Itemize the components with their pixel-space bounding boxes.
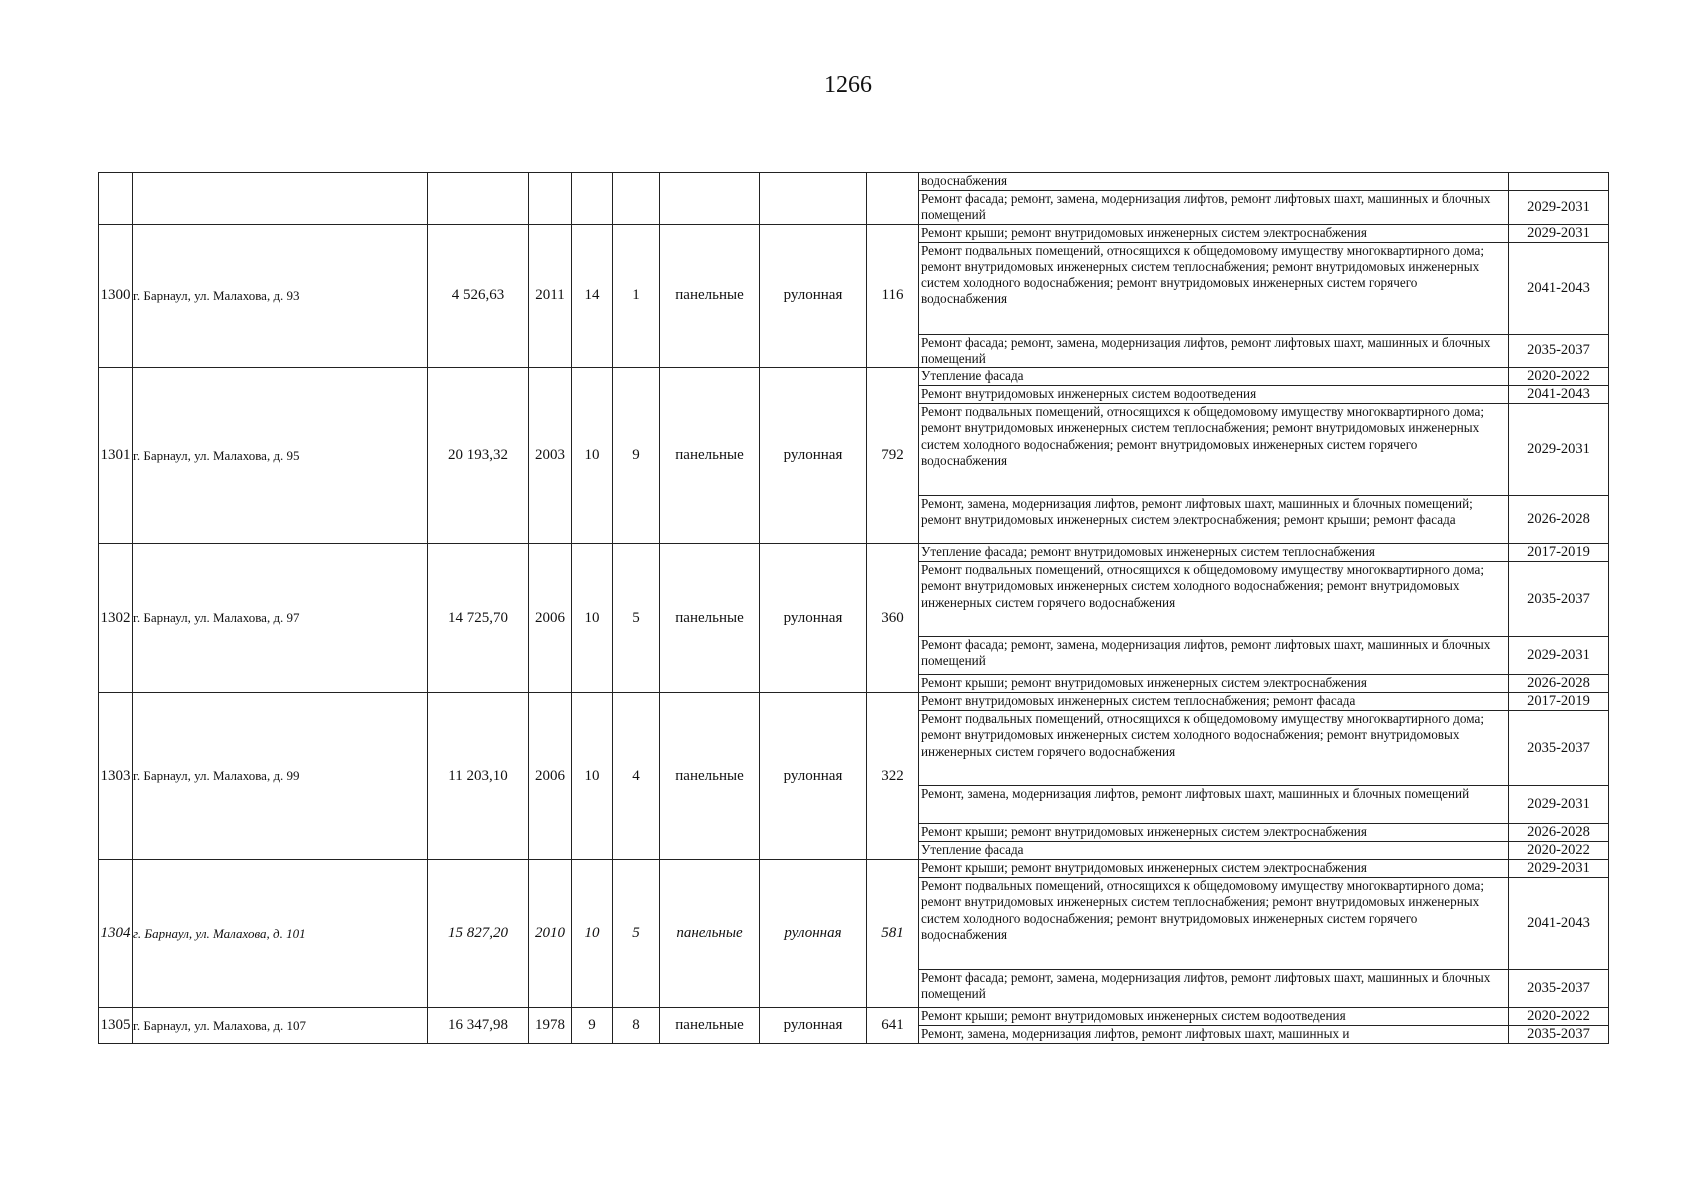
- cell-work-period: 2035-2037: [1509, 1026, 1609, 1044]
- cell-work-period: 2035-2037: [1509, 711, 1609, 786]
- cell-work-period: 2017-2019: [1509, 693, 1609, 711]
- cell-work-description: Ремонт подвальных помещений, относящихся к общедомовому имуществу многоквартирного дома; ремонт внутридомовых инженерных систем теплоснабжения; ремонт внутридомовых инженерных систем холодного водоснабжения; ремонт внутридомовых инженерных систем горячего водоснабжения: [919, 404, 1509, 496]
- cell-address: г. Барнаул, ул. Малахова, д. 93: [133, 224, 428, 368]
- cell-work-description: Ремонт, замена, модернизация лифтов, ремонт лифтовых шахт, машинных и: [919, 1026, 1509, 1044]
- cell-residents: 641: [867, 1008, 919, 1044]
- cell-address: г. Барнаул, ул. Малахова, д. 107: [133, 1008, 428, 1044]
- cell-area: 11 203,10: [428, 693, 529, 860]
- cell-work-description: Ремонт подвальных помещений, относящихся к общедомовому имуществу многоквартирного дома; ремонт внутридомовых инженерных систем холодного водоснабжения; ремонт внутридомовых инженерных систем горячего водоснабжения: [919, 562, 1509, 637]
- cell-area: 14 725,70: [428, 544, 529, 693]
- cell-year-built: 1978: [529, 1008, 572, 1044]
- cell-work-description: Ремонт крыши; ремонт внутридомовых инженерных систем водоотведения: [919, 1008, 1509, 1026]
- cell-floors: 14: [572, 224, 613, 368]
- cell-entrances: 9: [613, 368, 660, 544]
- cell-work-description: Ремонт, замена, модернизация лифтов, ремонт лифтовых шахт, машинных и блочных помещений; ремонт внутридомовых инженерных систем электроснабжения; ремонт крыши; ремонт фасада: [919, 496, 1509, 544]
- cell-wall-material: панельные: [660, 693, 760, 860]
- cell-roof-type: рулонная: [760, 544, 867, 693]
- cell-work-period: 2041-2043: [1509, 386, 1609, 404]
- cell-entrances: 4: [613, 693, 660, 860]
- cell-roof-type: рулонная: [760, 368, 867, 544]
- cell-year-built: 2006: [529, 693, 572, 860]
- cell-work-description: Ремонт крыши; ремонт внутридомовых инженерных систем электроснабжения: [919, 860, 1509, 878]
- repair-schedule-table: [98, 172, 1609, 1044]
- cell-residents: 581: [867, 860, 919, 1008]
- cell-year-built: 2003: [529, 368, 572, 544]
- cell-residents: 360: [867, 544, 919, 693]
- cell-work-period: [1509, 173, 1609, 191]
- cell-work-period: 2029-2031: [1509, 637, 1609, 675]
- cell-roof-type: рулонная: [760, 860, 867, 1008]
- cell-work-description: водоснабжения: [919, 173, 1509, 191]
- cell-area: 16 347,98: [428, 1008, 529, 1044]
- cell-row-number: 1301: [99, 368, 133, 544]
- cell-work-period: 2026-2028: [1509, 496, 1609, 544]
- cell-work-period: 2029-2031: [1509, 224, 1609, 242]
- cell-year-built: [529, 173, 572, 225]
- cell-floors: 10: [572, 544, 613, 693]
- cell-work-period: 2017-2019: [1509, 544, 1609, 562]
- cell-work-period: 2029-2031: [1509, 404, 1609, 496]
- cell-floors: 10: [572, 860, 613, 1008]
- cell-residents: 116: [867, 224, 919, 368]
- cell-wall-material: панельные: [660, 544, 760, 693]
- cell-work-description: Утепление фасада: [919, 368, 1509, 386]
- cell-roof-type: рулонная: [760, 1008, 867, 1044]
- cell-work-period: 2035-2037: [1509, 562, 1609, 637]
- cell-work-description: Ремонт подвальных помещений, относящихся к общедомовому имуществу многоквартирного дома; ремонт внутридомовых инженерных систем холодного водоснабжения; ремонт внутридомовых инженерных систем горячего водоснабжения: [919, 711, 1509, 786]
- cell-work-period: 2020-2022: [1509, 1008, 1609, 1026]
- cell-area: [428, 173, 529, 225]
- table-row: [99, 224, 1609, 242]
- cell-row-number: 1300: [99, 224, 133, 368]
- cell-work-period: 2029-2031: [1509, 860, 1609, 878]
- cell-address: [133, 173, 428, 225]
- cell-address: г. Барнаул, ул. Малахова, д. 97: [133, 544, 428, 693]
- cell-year-built: 2011: [529, 224, 572, 368]
- cell-work-description: Ремонт внутридомовых инженерных систем теплоснабжения; ремонт фасада: [919, 693, 1509, 711]
- cell-work-description: Ремонт крыши; ремонт внутридомовых инженерных систем электроснабжения: [919, 675, 1509, 693]
- page-number: 1266: [824, 72, 872, 98]
- table-row: [99, 544, 1609, 562]
- cell-work-period: 2026-2028: [1509, 675, 1609, 693]
- cell-row-number: [99, 173, 133, 225]
- cell-work-description: Ремонт, замена, модернизация лифтов, ремонт лифтовых шахт, машинных и блочных помещений: [919, 786, 1509, 824]
- cell-address: г. Барнаул, ул. Малахова, д. 95: [133, 368, 428, 544]
- cell-address: г. Барнаул, ул. Малахова, д. 99: [133, 693, 428, 860]
- cell-row-number: 1302: [99, 544, 133, 693]
- cell-residents: 792: [867, 368, 919, 544]
- cell-area: 20 193,32: [428, 368, 529, 544]
- cell-roof-type: рулонная: [760, 693, 867, 860]
- table-row: [99, 1008, 1609, 1026]
- cell-work-description: Ремонт крыши; ремонт внутридомовых инженерных систем электроснабжения: [919, 824, 1509, 842]
- cell-work-description: Ремонт крыши; ремонт внутридомовых инженерных систем электроснабжения: [919, 224, 1509, 242]
- cell-entrances: 8: [613, 1008, 660, 1044]
- cell-row-number: 1304: [99, 860, 133, 1008]
- cell-year-built: 2010: [529, 860, 572, 1008]
- cell-entrances: 1: [613, 224, 660, 368]
- cell-area: 15 827,20: [428, 860, 529, 1008]
- cell-roof-type: рулонная: [760, 224, 867, 368]
- table-row: [99, 860, 1609, 878]
- cell-work-description: Ремонт внутридомовых инженерных систем водоотведения: [919, 386, 1509, 404]
- cell-residents: 322: [867, 693, 919, 860]
- cell-work-period: 2035-2037: [1509, 334, 1609, 368]
- cell-work-period: 2035-2037: [1509, 970, 1609, 1008]
- cell-work-description: Утепление фасада; ремонт внутридомовых инженерных систем теплоснабжения: [919, 544, 1509, 562]
- cell-work-period: 2041-2043: [1509, 242, 1609, 334]
- cell-work-period: 2041-2043: [1509, 878, 1609, 970]
- cell-roof-type: [760, 173, 867, 225]
- cell-entrances: 5: [613, 544, 660, 693]
- cell-wall-material: панельные: [660, 368, 760, 544]
- cell-wall-material: [660, 173, 760, 225]
- cell-address: г. Барнаул, ул. Малахова, д. 101: [133, 860, 428, 1008]
- cell-work-description: Ремонт фасада; ремонт, замена, модернизация лифтов, ремонт лифтовых шахт, машинных и блочных помещений: [919, 970, 1509, 1008]
- cell-floors: 10: [572, 693, 613, 860]
- cell-work-description: Ремонт фасада; ремонт, замена, модернизация лифтов, ремонт лифтовых шахт, машинных и блочных помещений: [919, 191, 1509, 225]
- cell-floors: 9: [572, 1008, 613, 1044]
- cell-row-number: 1305: [99, 1008, 133, 1044]
- cell-row-number: 1303: [99, 693, 133, 860]
- cell-work-period: 2020-2022: [1509, 842, 1609, 860]
- cell-work-period: 2020-2022: [1509, 368, 1609, 386]
- cell-work-description: Утепление фасада: [919, 842, 1509, 860]
- cell-residents: [867, 173, 919, 225]
- table-row: [99, 368, 1609, 386]
- cell-year-built: 2006: [529, 544, 572, 693]
- cell-work-description: Ремонт подвальных помещений, относящихся к общедомовому имуществу многоквартирного дома; ремонт внутридомовых инженерных систем теплоснабжения; ремонт внутридомовых инженерных систем холодного водоснабжения; ремонт внутридомовых инженерных систем горячего водоснабжения: [919, 242, 1509, 334]
- cell-floors: [572, 173, 613, 225]
- cell-area: 4 526,63: [428, 224, 529, 368]
- cell-work-period: 2026-2028: [1509, 824, 1609, 842]
- cell-work-description: Ремонт подвальных помещений, относящихся к общедомовому имуществу многоквартирного дома; ремонт внутридомовых инженерных систем теплоснабжения; ремонт внутридомовых инженерных систем холодного водоснабжения; ремонт внутридомовых инженерных систем горячего водоснабжения: [919, 878, 1509, 970]
- table-row: [99, 173, 1609, 191]
- cell-work-description: Ремонт фасада; ремонт, замена, модернизация лифтов, ремонт лифтовых шахт, машинных и блочных помещений: [919, 334, 1509, 368]
- cell-floors: 10: [572, 368, 613, 544]
- table-body: [99, 173, 1609, 1044]
- table-row: [99, 693, 1609, 711]
- cell-wall-material: панельные: [660, 1008, 760, 1044]
- cell-wall-material: панельные: [660, 860, 760, 1008]
- cell-work-period: 2029-2031: [1509, 786, 1609, 824]
- cell-wall-material: панельные: [660, 224, 760, 368]
- cell-entrances: 5: [613, 860, 660, 1008]
- cell-work-period: 2029-2031: [1509, 191, 1609, 225]
- cell-entrances: [613, 173, 660, 225]
- cell-work-description: Ремонт фасада; ремонт, замена, модернизация лифтов, ремонт лифтовых шахт, машинных и блочных помещений: [919, 637, 1509, 675]
